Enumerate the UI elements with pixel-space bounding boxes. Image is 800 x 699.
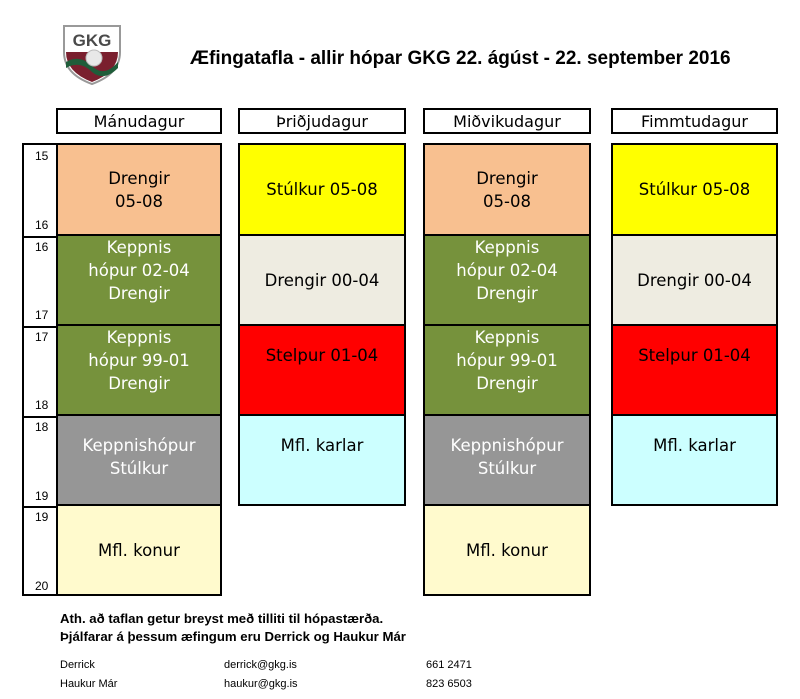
slot-thursday-1 [611,143,778,236]
hour-start-5: 19 [35,510,49,524]
slot-monday-2 [56,234,222,326]
slot-label: Keppnishópur Stúlkur [450,436,564,478]
hour-end-2: 17 [35,308,49,322]
slot-label: Stelpur 01-04 [638,346,751,365]
slot-label: Keppnis hópur 99-01 Drengir [456,328,558,393]
slot-label: Drengir 00-04 [637,270,752,290]
svg-text:GKG: GKG [72,31,112,50]
slot-label: Mfl. karlar [653,436,736,455]
slot-thursday-3 [611,324,778,416]
slot-monday-1 [56,143,222,236]
slot-label: Keppnishópur Stúlkur [82,436,196,478]
slot-label: Stelpur 01-04 [265,346,379,365]
slot-monday-4 [56,414,222,506]
slot-label: Mfl. konur [98,540,180,560]
hour-start-2: 16 [35,240,49,254]
slot-thursday-2 [611,234,778,326]
slot-tuesday-2 [238,234,406,326]
hour-end-4: 19 [35,489,49,503]
slot-label: Keppnis hópur 02-04 Drengir [88,238,190,303]
slot-wednesday-5 [423,504,591,596]
slot-wednesday-2 [423,234,591,326]
contact-email-1[interactable]: derrick@gkg.is [224,659,297,671]
contact-phone-1: 661 2471 [426,659,472,671]
slot-label: Drengir 00-04 [264,270,380,290]
slot-label: Drengir 05-08 [476,168,538,211]
hour-start-3: 17 [35,330,49,344]
day-header-tuesday: Þriðjudagur [238,108,406,134]
contact-phone-2: 823 6503 [426,678,472,690]
slot-label: Stúlkur 05-08 [638,180,751,199]
day-header-thursday: Fimmtudagur [611,108,778,134]
slot-tuesday-1 [238,143,406,236]
contact-name-2: Haukur Már [60,678,118,690]
slot-label: Stúlkur 05-08 [266,180,378,199]
slot-label: Drengir 05-08 [108,168,170,211]
slot-wednesday-4 [423,414,591,506]
time-column [22,143,58,596]
contact-name-1: Derrick [60,659,95,671]
day-header-wednesday: Miðvikudagur [423,108,591,134]
slot-label: Keppnis hópur 99-01 Drengir [88,328,190,393]
hour-end-1: 16 [35,218,49,232]
slot-wednesday-1 [423,143,591,236]
contact-email-2[interactable]: haukur@gkg.is [224,678,298,690]
gkg-logo [60,22,124,86]
slot-tuesday-4 [238,414,406,506]
hour-end-3: 18 [35,398,49,412]
note-coaches: Þjálfarar á þessum æfingum eru Derrick og Haukur Már [60,629,406,644]
day-header-monday: Mánudagur [56,108,222,134]
slot-label: Mfl. konur [466,540,548,560]
hour-end-5: 20 [35,579,49,593]
slot-monday-3 [56,324,222,416]
slot-label: Mfl. karlar [280,436,364,455]
schedule-title: Æfingatafla - allir hópar GKG 22. ágúst - 22. september 2016 [190,48,731,69]
slot-monday-5 [56,504,222,596]
slot-label: Keppnis hópur 02-04 Drengir [456,238,558,303]
hour-start-4: 18 [35,420,49,434]
slot-tuesday-3 [238,324,406,416]
slot-wednesday-3 [423,324,591,416]
hour-start-1: 15 [35,149,49,163]
note-schedule-change: Ath. að taflan getur breyst með tilliti til hópastærða. [60,611,384,626]
slot-thursday-4 [611,414,778,506]
